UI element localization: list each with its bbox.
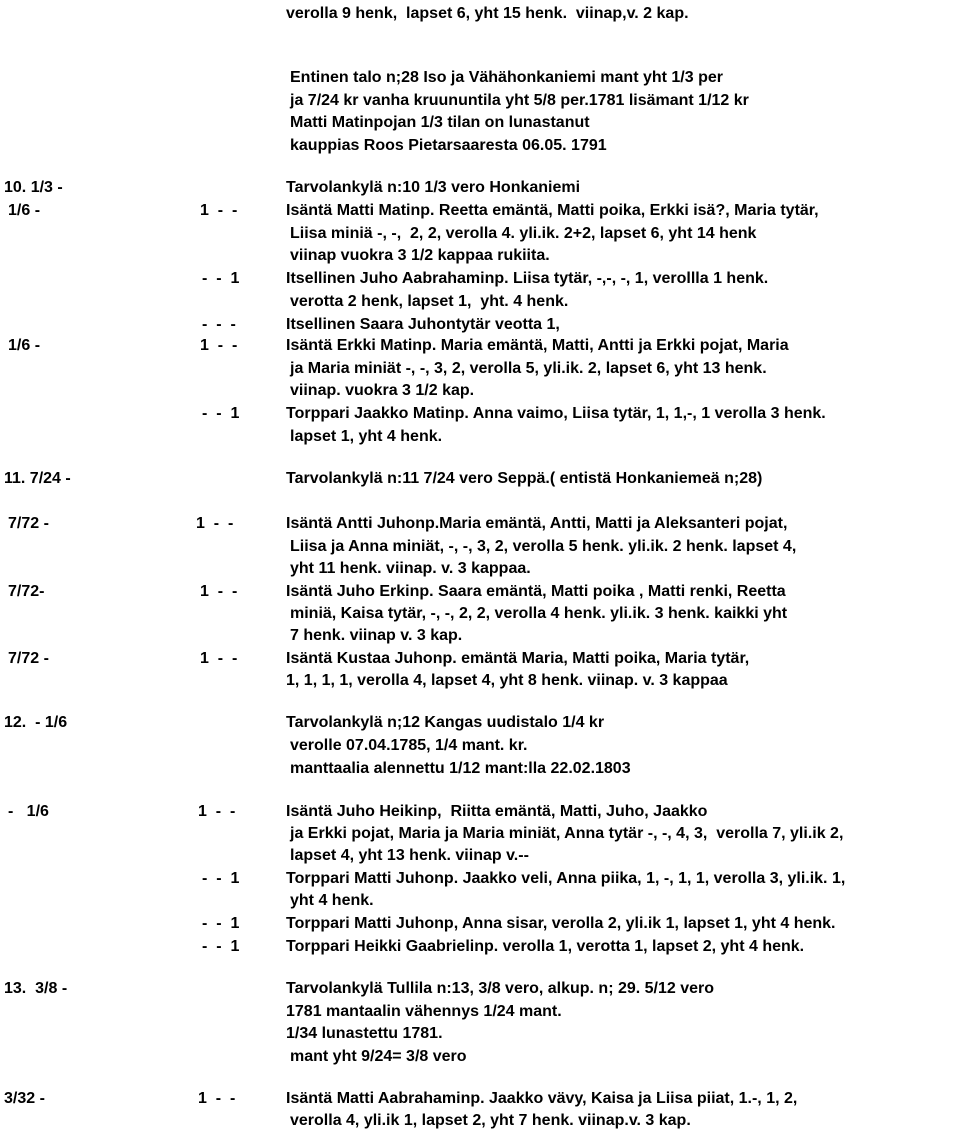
share-label: 7/72- bbox=[8, 583, 45, 600]
household-count: - - 1 bbox=[202, 915, 240, 932]
text-line: Isäntä Matti Aabrahaminp. Jaakko vävy, Kaisa ja Liisa piiat, 1.-, 1, 2, bbox=[286, 1090, 798, 1107]
text-line: verotta 2 henk, lapset 1, yht. 4 henk. bbox=[290, 293, 569, 310]
household-count: 1 - - bbox=[200, 337, 238, 354]
household-count: - - 1 bbox=[202, 870, 240, 887]
text-line: 7 henk. viinap v. 3 kap. bbox=[290, 627, 463, 644]
share-label: 1/6 - bbox=[8, 202, 41, 219]
text-line: Isäntä Antti Juhonp.Maria emäntä, Antti, Matti ja Aleksanteri pojat, bbox=[286, 515, 788, 532]
text-line: ja Maria miniät -, -, 3, 2, verolla 5, yli.ik. 2, lapset 6, yht 13 henk. bbox=[290, 360, 767, 377]
text-line: yht 4 henk. bbox=[290, 892, 374, 909]
text-line: Matti Matinpojan 1/3 tilan on lunastanut bbox=[290, 114, 590, 131]
text-line: Torppari Jaakko Matinp. Anna vaimo, Liisa tytär, 1, 1,-, 1 verolla 3 henk. bbox=[286, 405, 826, 422]
text-line: kauppias Roos Pietarsaaresta 06.05. 1791 bbox=[290, 137, 607, 154]
household-count: - - 1 bbox=[202, 270, 240, 287]
text-line: Isäntä Juho Erkinp. Saara emäntä, Matti poika , Matti renki, Reetta bbox=[286, 583, 786, 600]
text-line: 1/34 lunastettu 1781. bbox=[286, 1025, 443, 1042]
text-line: ja 7/24 kr vanha kruununtila yht 5/8 per.1781 lisämant 1/12 kr bbox=[290, 92, 749, 109]
text-line: Torppari Heikki Gaabrielinp. verolla 1, verotta 1, lapset 2, yht 4 henk. bbox=[286, 938, 805, 955]
share-label: 3/32 - bbox=[4, 1090, 45, 1107]
text-line: lapset 4, yht 13 henk. viinap v.-- bbox=[290, 847, 529, 864]
share-label: 7/72 - bbox=[8, 650, 49, 667]
household-count: 1 - - bbox=[198, 1090, 236, 1107]
share-label: 12. - 1/6 bbox=[4, 714, 68, 731]
text-line: Isäntä Kustaa Juhonp. emäntä Maria, Matti poika, Maria tytär, bbox=[286, 650, 750, 667]
household-count: 1 - - bbox=[200, 202, 238, 219]
text-line: Isäntä Matti Matinp. Reetta emäntä, Matti poika, Erkki isä?, Maria tytär, bbox=[286, 202, 819, 219]
text-line: Liisa miniä -, -, 2, 2, verolla 4. yli.ik. 2+2, lapset 6, yht 14 henk bbox=[290, 225, 757, 242]
share-label: - 1/6 bbox=[8, 803, 49, 820]
share-label: 11. 7/24 - bbox=[4, 470, 71, 487]
share-label: 10. 1/3 - bbox=[4, 179, 63, 196]
household-count: 1 - - bbox=[200, 650, 238, 667]
household-count: 1 - - bbox=[200, 583, 238, 600]
text-line: verolle 07.04.1785, 1/4 mant. kr. bbox=[290, 737, 528, 754]
share-label: 7/72 - bbox=[8, 515, 49, 532]
household-count: 1 - - bbox=[196, 515, 234, 532]
text-line: Itsellinen Juho Aabrahaminp. Liisa tytär, -,-, -, 1, verollla 1 henk. bbox=[286, 270, 769, 287]
text-line: viinap. vuokra 3 1/2 kap. bbox=[290, 382, 475, 399]
share-label: 1/6 - bbox=[8, 337, 41, 354]
text-line: Isäntä Erkki Matinp. Maria emäntä, Matti, Antti ja Erkki pojat, Maria bbox=[286, 337, 789, 354]
text-line: Tarvolankylä n:11 7/24 vero Seppä.( entistä Honkaniemeä n;28) bbox=[286, 470, 763, 487]
household-count: - - 1 bbox=[202, 405, 240, 422]
text-line: Tarvolankylä n:10 1/3 vero Honkaniemi bbox=[286, 179, 581, 196]
text-line: verolla 9 henk, lapset 6, yht 15 henk. viinap,v. 2 kap. bbox=[286, 5, 689, 22]
text-line: verolla 4, yli.ik 1, lapset 2, yht 7 henk. viinap.v. 3 kap. bbox=[290, 1112, 691, 1129]
text-line: Entinen talo n;28 Iso ja Vähähonkaniemi mant yht 1/3 per bbox=[290, 69, 723, 86]
text-line: Liisa ja Anna miniät, -, -, 3, 2, verolla 5 henk. yli.ik. 2 henk. lapset 4, bbox=[290, 538, 797, 555]
household-count: - - 1 bbox=[202, 938, 240, 955]
text-line: manttaalia alennettu 1/12 mant:lla 22.02.1803 bbox=[290, 760, 631, 777]
text-line: ja Erkki pojat, Maria ja Maria miniät, Anna tytär -, -, 4, 3, verolla 7, yli.ik 2, bbox=[290, 825, 844, 842]
text-line: Tarvolankylä n;12 Kangas uudistalo 1/4 kr bbox=[286, 714, 605, 731]
text-line: lapset 1, yht 4 henk. bbox=[290, 428, 443, 445]
text-line: mant yht 9/24= 3/8 vero bbox=[290, 1048, 467, 1065]
text-line: yht 11 henk. viinap. v. 3 kappaa. bbox=[290, 560, 531, 577]
text-line: miniä, Kaisa tytär, -, -, 2, 2, verolla 4 henk. yli.ik. 3 henk. kaikki yht bbox=[290, 605, 788, 622]
text-line: Torppari Matti Juhonp, Anna sisar, verolla 2, yli.ik 1, lapset 1, yht 4 henk. bbox=[286, 915, 836, 932]
household-count: - - - bbox=[202, 316, 236, 333]
text-line: Tarvolankylä Tullila n:13, 3/8 vero, alkup. n; 29. 5/12 vero bbox=[286, 980, 715, 997]
text-line: 1, 1, 1, 1, verolla 4, lapset 4, yht 8 henk. viinap. v. 3 kappaa bbox=[286, 672, 728, 689]
text-line: viinap vuokra 3 1/2 kappaa rukiita. bbox=[290, 247, 550, 264]
text-line: Isäntä Juho Heikinp, Riitta emäntä, Matti, Juho, Jaakko bbox=[286, 803, 708, 820]
text-line: Itsellinen Saara Juhontytär veotta 1, bbox=[286, 316, 560, 333]
text-line: 1781 mantaalin vähennys 1/24 mant. bbox=[286, 1003, 562, 1020]
household-count: 1 - - bbox=[198, 803, 236, 820]
share-label: 13. 3/8 - bbox=[4, 980, 68, 997]
text-line: Torppari Matti Juhonp. Jaakko veli, Anna piika, 1, -, 1, 1, verolla 3, yli.ik. 1, bbox=[286, 870, 846, 887]
